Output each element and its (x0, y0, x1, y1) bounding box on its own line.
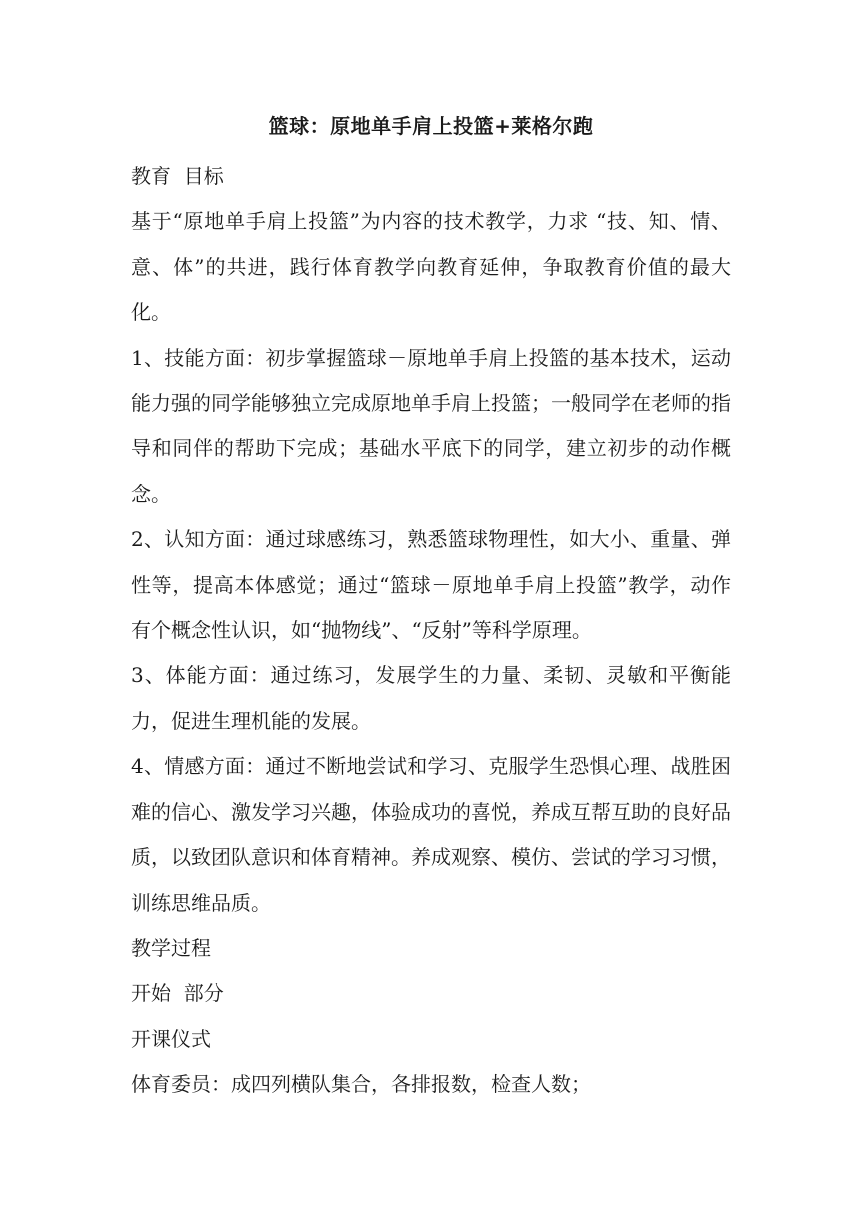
goal-cognition-paragraph: 2、认知方面：通过球感练习，熟悉篮球物理性，如大小、重量、弹性等，提高本体感觉；通过“篮球－原地单手肩上投篮”教学，动作有个概念性认识，如“抛物线”、“反射”等科学原理。 (131, 527, 731, 643)
document-title: 篮球：原地单手肩上投篮+莱格尔跑 (268, 114, 594, 138)
goal-emotion-paragraph: 4、情感方面：通过不断地尝试和学习、克服学生恐惧心理、战胜困难的信心、激发学习兴趣，体验成功的喜悦，养成互帮互助的良好品质，以致团队意识和体育精神。养成观察、模仿、尝试的学习习惯，训练思维品质。 (131, 754, 731, 915)
section-heading-start: 开始 部分 (131, 981, 224, 1006)
document-page (131, 108, 731, 1108)
section-heading-ceremony: 开课仪式 (131, 1026, 211, 1051)
section-heading-goal: 教育 目标 (131, 164, 224, 188)
section-heading-process: 教学过程 (131, 935, 211, 960)
goal-fitness-paragraph: 3、体能方面：通过练习，发展学生的力量、柔韧、灵敏和平衡能力，促进生理机能的发展。 (131, 663, 731, 733)
committee-instruction-line: 体育委员：成四列横队集合，各排报数，检查人数； (131, 1072, 591, 1097)
goal-skill-paragraph: 1、技能方面：初步掌握篮球－原地单手肩上投篮的基本技术，运动能力强的同学能够独立完成原地单手肩上投篮；一般同学在老师的指导和同伴的帮助下完成；基础水平底下的同学，建立初步的动作概念。 (131, 345, 731, 506)
intro-paragraph: 基于“原地单手肩上投篮”为内容的技术教学，力求 “技、知、情、意、体”的共进，践行体育教学向教育延伸，争取教育价值的最大化。 (131, 209, 731, 325)
